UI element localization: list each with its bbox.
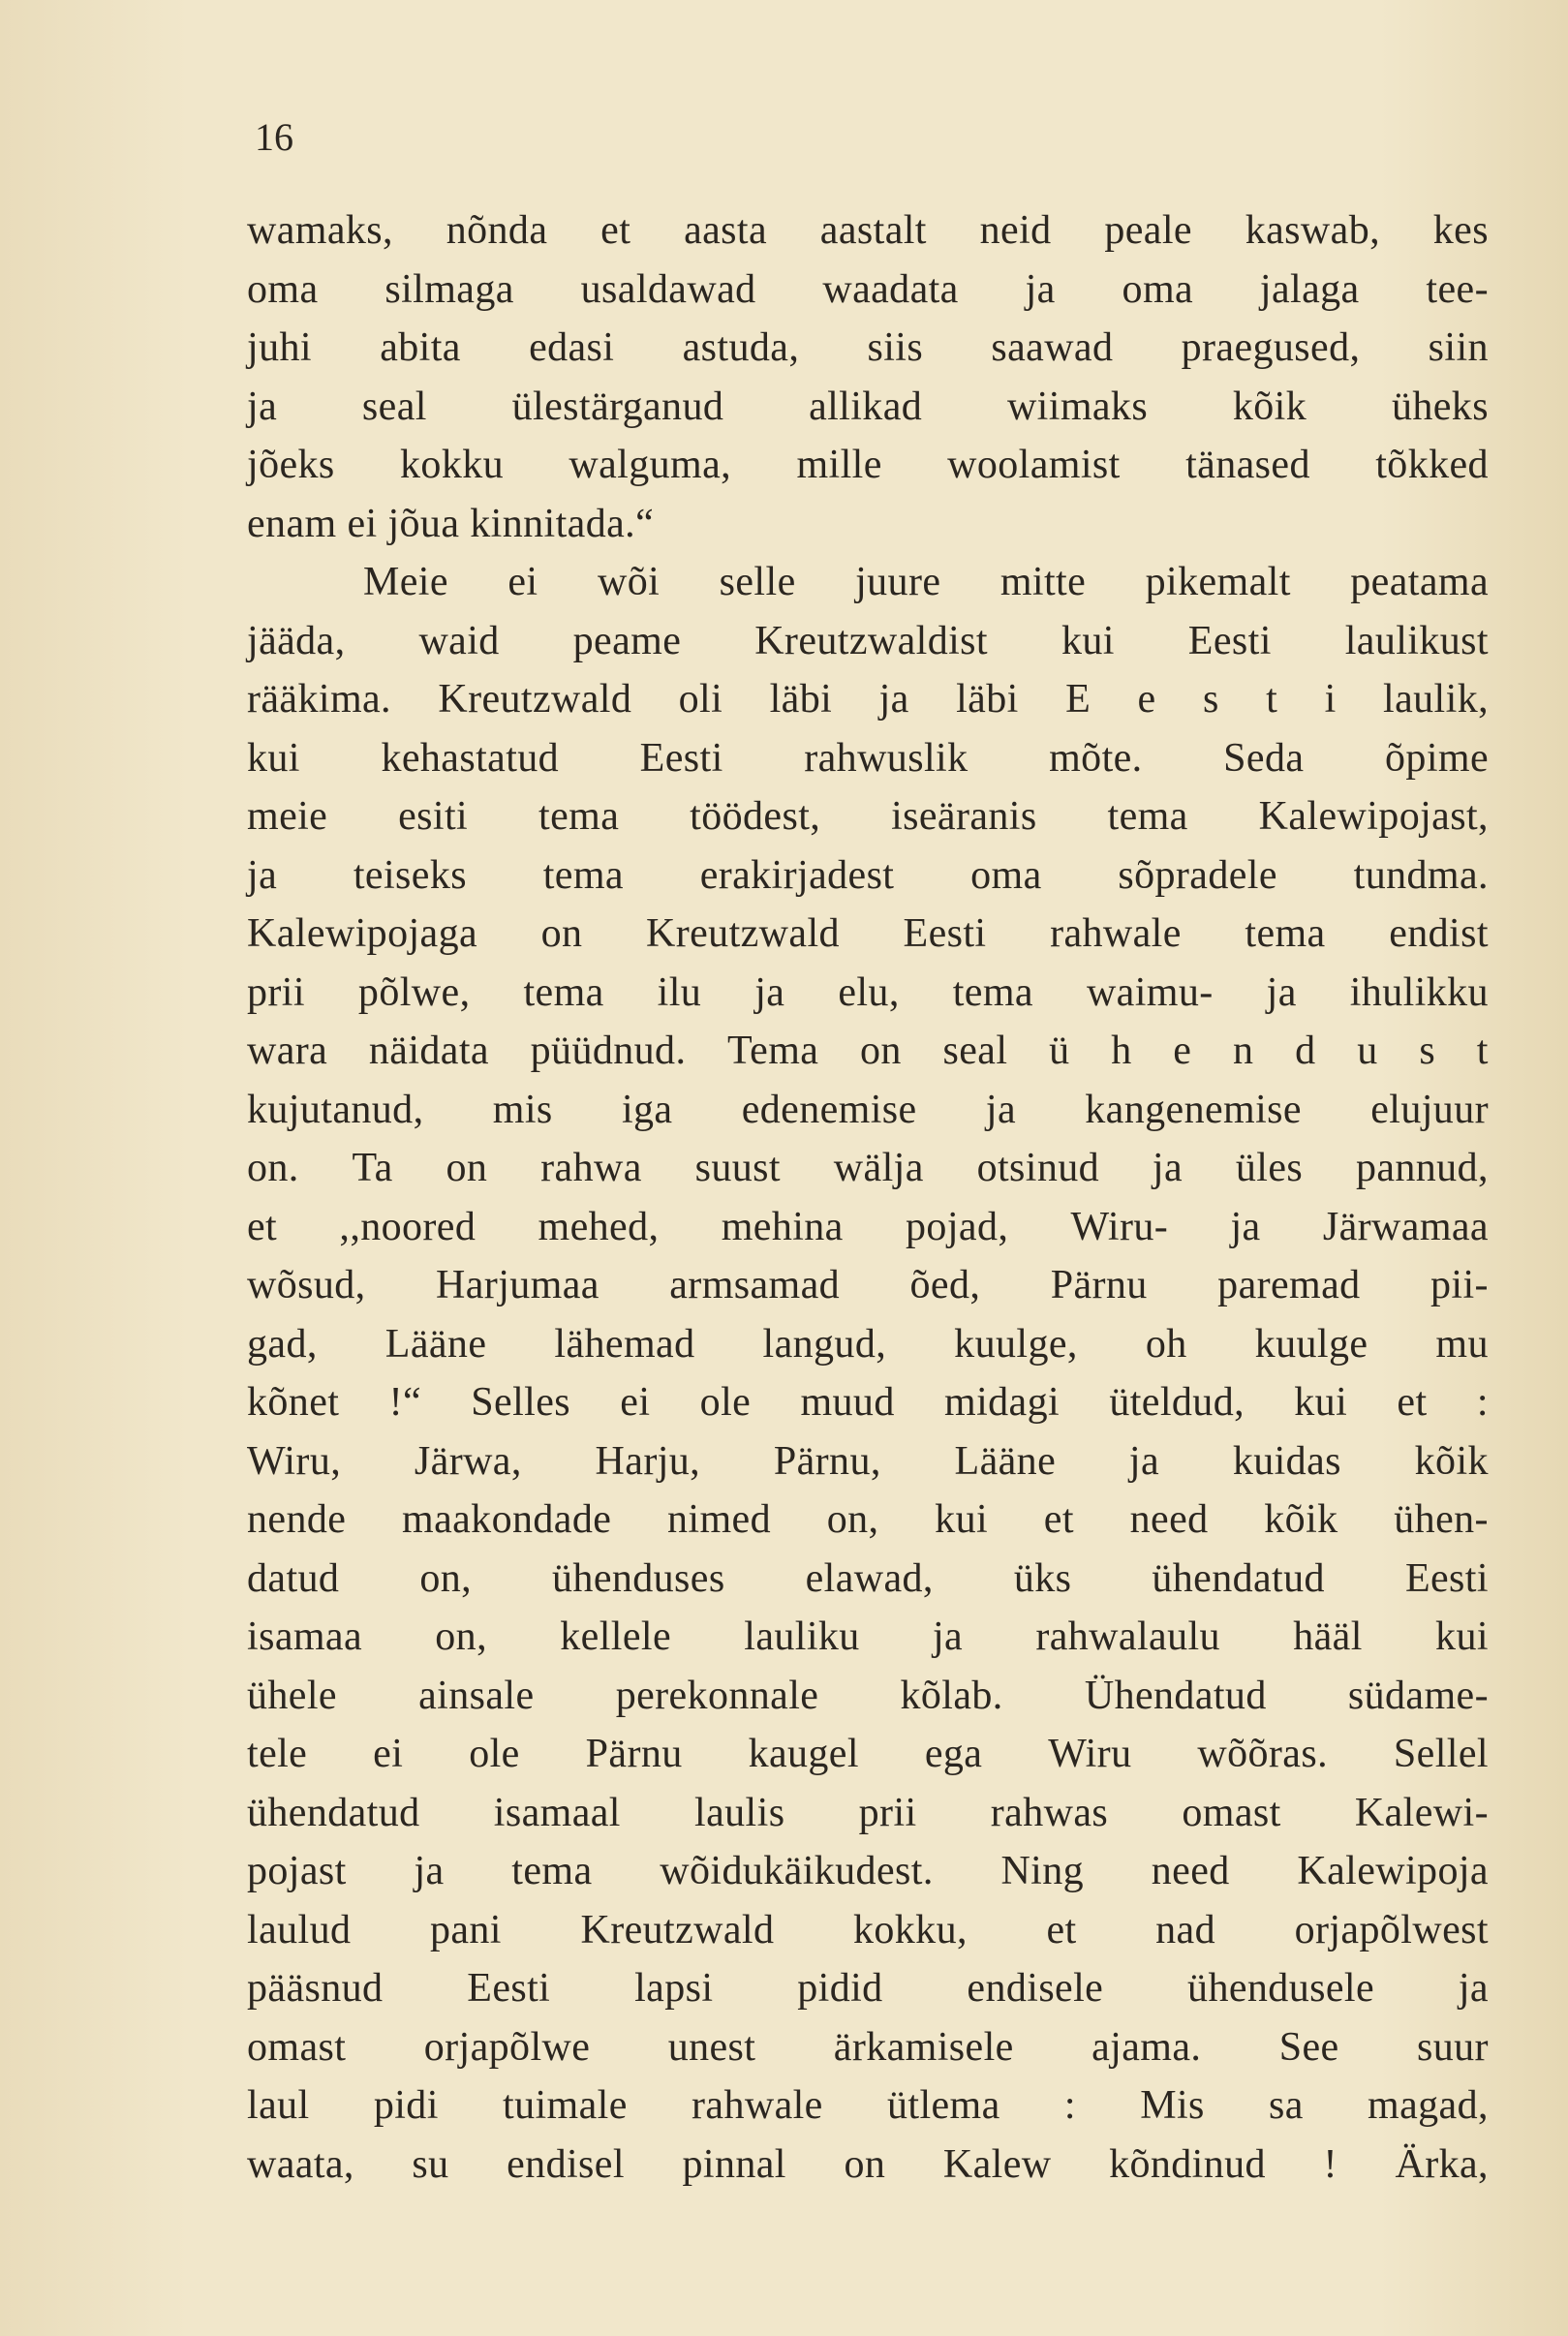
text-line: Kalewipojaga on Kreutzwald Eesti rahwale tema endist [247, 911, 1489, 956]
text-line: prii põlwe, tema ilu ja elu, tema waimu- ja ihulikku [247, 969, 1489, 1015]
text-line: et ,,noored mehed, mehina pojad, Wiru- ja Järwamaa [247, 1204, 1489, 1249]
text-line: pääsnud Eesti lapsi pidid endisele ühendusele ja [247, 1966, 1489, 2011]
text-line: jõeks kokku walguma, mille woolamist tänased tõkked [247, 443, 1489, 487]
text-body [247, 201, 1489, 2194]
text-line: rääkima. Kreutzwald oli läbi ja läbi E e s t i laulik, [247, 677, 1489, 722]
text-line: tele ei ole Pärnu kaugel ega Wiru wõõras. Sellel [247, 1732, 1489, 1776]
text-line: oma silmaga usaldawad waadata ja oma jalaga tee- [247, 266, 1489, 312]
page-number: 16 [255, 115, 293, 159]
text-line: Wiru, Järwa, Harju, Pärnu, Lääne ja kuidas kõik [247, 1438, 1489, 1484]
text-line: Meie ei wõi selle juure mitte pikemalt peatama [363, 560, 1489, 604]
text-line: laulud pani Kreutzwald kokku, et nad orjapõlwest [247, 1907, 1489, 1952]
text-line: kujutanud, mis iga edenemise ja kangenemise elujuur [247, 1087, 1489, 1132]
text-line: ja teiseks tema erakirjadest oma sõpradele tundma. [247, 852, 1489, 898]
text-line: datud on, ühenduses elawad, üks ühendatud Eesti [247, 1555, 1489, 1601]
text-line: kui kehastatud Eesti rahwuslik mõte. Seda õpime [247, 735, 1489, 781]
text-line: waata, su endisel pinnal on Kalew kõndinud ! Ärka, [247, 2141, 1489, 2187]
text-line: enam ei jõua kinnitada.“ [247, 501, 655, 546]
text-line: ja seal ülestärganud allikad wiimaks kõik üheks [247, 384, 1489, 429]
text-line: pojast ja tema wõidukäikudest. Ning need Kalewipoja [247, 1849, 1489, 1893]
text-line: kõnet !“ Selles ei ole muud midagi üteldud, kui et : [247, 1380, 1489, 1425]
text-line: ühendatud isamaal laulis prii rahwas omast Kalewi- [247, 1790, 1489, 1835]
text-line: wõsud, Harjumaa armsamad õed, Pärnu paremad pii- [247, 1263, 1489, 1307]
text-line: omast orjapõlwe unest ärkamisele ajama. See suur [247, 2024, 1489, 2070]
text-line: meie esiti tema töödest, iseäranis tema Kalewipojast, [247, 794, 1489, 839]
text-line: wara näidata püüdnud. Tema on seal ü h e n d u s t [247, 1029, 1489, 1073]
text-line: ühele ainsale perekonnale kõlab. Ühendatud südame- [247, 1673, 1489, 1718]
text-line: nende maakondade nimed on, kui et need kõik ühen- [247, 1497, 1489, 1542]
text-line: laul pidi tuimale rahwale ütlema : Mis sa magad, [247, 2083, 1489, 2128]
text-line: jääda, waid peame Kreutzwaldist kui Eesti laulikust [247, 618, 1489, 663]
text-line: isamaa on, kellele lauliku ja rahwalaulu hääl kui [247, 1614, 1489, 1659]
text-line: juhi abita edasi astuda, siis saawad praegused, siin [247, 325, 1489, 370]
text-line: wamaks, nõnda et aasta aastalt neid peale kaswab, kes [247, 208, 1489, 253]
text-line: gad, Lääne lähemad langud, kuulge, oh kuulge mu [247, 1321, 1489, 1367]
text-line: on. Ta on rahwa suust wälja otsinud ja üles pannud, [247, 1146, 1489, 1190]
